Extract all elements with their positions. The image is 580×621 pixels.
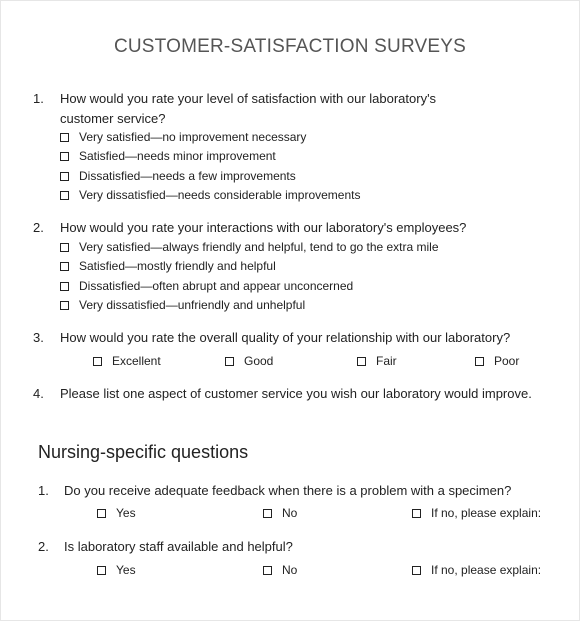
checkbox-icon[interactable] [60, 191, 69, 200]
checkbox-icon[interactable] [412, 566, 421, 575]
option-no[interactable] [263, 563, 297, 577]
checkbox-icon[interactable] [263, 566, 272, 575]
option-label: No [282, 506, 298, 520]
checkbox-icon[interactable] [60, 262, 69, 271]
checkbox-icon[interactable] [357, 357, 366, 366]
option-label: Yes [116, 563, 136, 577]
option-dissatisfied[interactable] [60, 167, 360, 186]
option-satisfied[interactable] [60, 147, 360, 166]
option-very-dissatisfied[interactable] [60, 296, 439, 315]
question-text: Please list one aspect of customer service you wish our laboratory would improve. [60, 386, 532, 401]
question-2-options [60, 238, 439, 315]
option-label: Fair [376, 354, 397, 368]
checkbox-icon[interactable] [475, 357, 484, 366]
checkbox-icon[interactable] [60, 282, 69, 291]
question-text: How would you rate your level of satisfaction with our laboratory's customer service? [60, 91, 437, 126]
option-yes[interactable] [97, 506, 136, 520]
question-number: 1. [33, 91, 44, 106]
checkbox-icon[interactable] [93, 357, 102, 366]
option-label: Dissatisfied—often abrupt and appear unconcerned [79, 278, 354, 293]
checkbox-icon[interactable] [225, 357, 234, 366]
section-heading: Nursing-specific questions [38, 442, 249, 462]
option-fair[interactable] [357, 354, 397, 368]
option-yes[interactable] [97, 563, 136, 577]
option-label: Dissatisfied—needs a few improvements [79, 168, 296, 183]
option-very-dissatisfied[interactable] [60, 186, 360, 205]
option-explain[interactable] [412, 506, 541, 520]
question-text: How would you rate your interactions with our laboratory's employees? [60, 220, 467, 235]
option-excellent[interactable] [93, 354, 161, 368]
checkbox-icon[interactable] [60, 301, 69, 310]
page-title: CUSTOMER-SATISFACTION SURVEYS [113, 36, 467, 57]
option-satisfied[interactable] [60, 257, 439, 276]
question-number: 4. [33, 386, 44, 401]
nursing-question-text: Is laboratory staff available and helpful? [64, 539, 293, 554]
checkbox-icon[interactable] [60, 133, 69, 142]
nursing-question-number: 1. [38, 483, 49, 498]
nursing-question-number: 2. [38, 539, 49, 554]
option-label: Satisfied—mostly friendly and helpful [79, 259, 276, 274]
option-label: If no, please explain: [431, 506, 542, 520]
option-very-satisfied[interactable] [60, 128, 360, 147]
option-label: Very satisfied—no improvement necessary [79, 130, 307, 144]
option-label: Very dissatisfied—unfriendly and unhelpful [79, 297, 306, 312]
option-label: Excellent [112, 354, 161, 368]
question-number: 2. [33, 220, 44, 235]
option-good[interactable] [225, 354, 273, 368]
option-label: Very satisfied—always friendly and helpful, tend to go the extra mile [79, 240, 439, 254]
option-label: No [282, 563, 298, 577]
option-poor[interactable] [475, 354, 519, 368]
question-number: 3. [33, 330, 44, 345]
option-label: Very dissatisfied—needs considerable improvements [79, 187, 361, 202]
option-no[interactable] [263, 506, 297, 520]
option-label: Good [244, 354, 274, 368]
option-label: If no, please explain: [431, 563, 542, 577]
question-1-options [60, 128, 360, 205]
option-label: Poor [494, 354, 520, 368]
option-label: Satisfied—needs minor improvement [79, 149, 276, 164]
checkbox-icon[interactable] [412, 509, 421, 518]
checkbox-icon[interactable] [97, 566, 106, 575]
question-text: How would you rate the overall quality of your relationship with our laboratory? [60, 330, 511, 345]
checkbox-icon[interactable] [97, 509, 106, 518]
option-explain[interactable] [412, 563, 541, 577]
checkbox-icon[interactable] [60, 243, 69, 252]
option-very-satisfied[interactable] [60, 238, 439, 257]
option-dissatisfied[interactable] [60, 277, 439, 296]
nursing-question-text: Do you receive adequate feedback when there is a problem with a specimen? [64, 483, 512, 498]
checkbox-icon[interactable] [60, 172, 69, 181]
checkbox-icon[interactable] [263, 509, 272, 518]
option-label: Yes [116, 506, 136, 520]
checkbox-icon[interactable] [60, 152, 69, 161]
